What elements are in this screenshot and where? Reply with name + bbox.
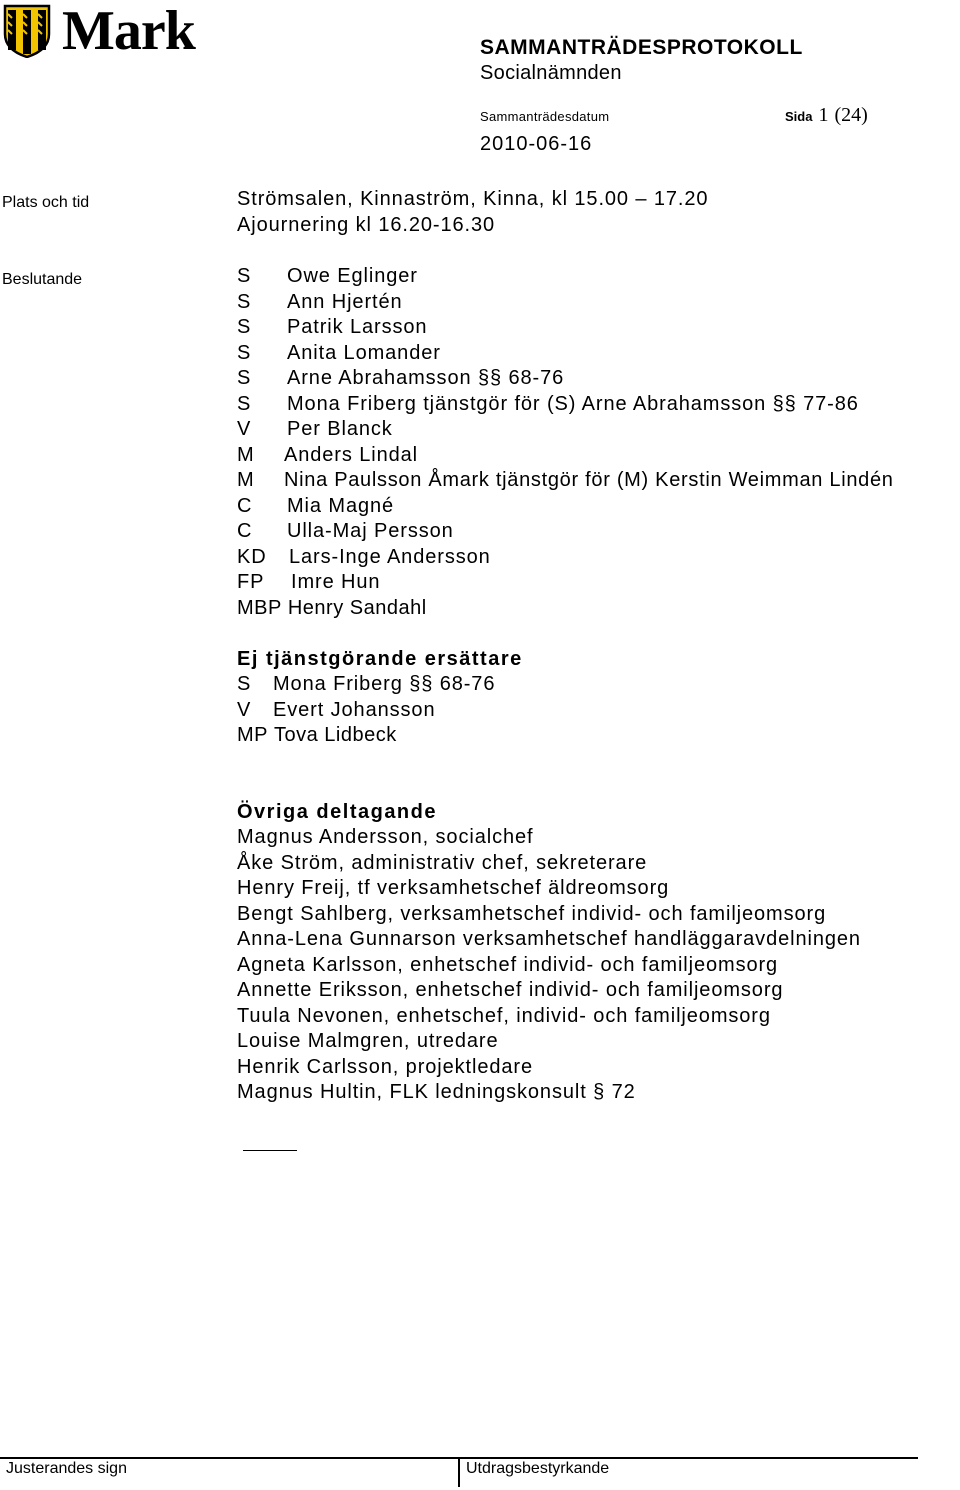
party-code: MBP xyxy=(237,596,282,619)
member-row xyxy=(237,417,894,443)
member-row xyxy=(237,341,894,367)
participant-line: Tuula Nevonen, enhetschef, individ- och familjeomsorg xyxy=(237,1004,771,1027)
member-name: Per Blanck xyxy=(287,418,393,440)
participant-line: Magnus Andersson, socialchef xyxy=(237,826,534,848)
member-name: Mona Friberg tjänstgör för (S) Arne Abrahamsson §§ 77-86 xyxy=(287,392,859,415)
participant-line: Agneta Karlsson, enhetschef individ- och familjeomsorg xyxy=(237,953,779,976)
place-line: Strömsalen, Kinnaström, Kinna, kl 15.00 – 17.20 xyxy=(237,188,709,210)
party-code: S xyxy=(237,341,252,364)
meeting-date: 2010-06-16 xyxy=(480,133,593,155)
member-row xyxy=(237,545,894,571)
member-row xyxy=(237,443,894,469)
party-code: S xyxy=(237,392,252,415)
member-row xyxy=(237,468,894,494)
participant-line: Annette Eriksson, enhetschef individ- och familjeomsorg xyxy=(237,979,784,1001)
member-name: Ulla-Maj Persson xyxy=(287,520,454,542)
party-code: MP xyxy=(237,724,268,746)
party-code: C xyxy=(237,494,253,517)
party-code: V xyxy=(237,698,252,721)
member-name: Tova Lidbeck xyxy=(274,724,397,746)
party-code: C xyxy=(237,520,253,542)
member-row xyxy=(237,494,894,520)
footer-signature-label: Justerandes sign xyxy=(6,1460,127,1477)
member-name: Mona Friberg §§ 68-76 xyxy=(273,673,496,695)
member-name: Lars-Inge Andersson xyxy=(289,545,491,568)
party-code: S xyxy=(237,265,252,287)
member-row xyxy=(237,519,894,545)
member-row xyxy=(237,392,894,418)
member-name: Nina Paulsson Åmark tjänstgör för (M) Kerstin Weimman Lindén xyxy=(284,469,894,491)
participant-line: Henrik Carlsson, projektledare xyxy=(237,1055,534,1078)
participant-line: Åke Ström, administrativ chef, sekreterare xyxy=(237,851,648,874)
participant-line: Bengt Sahlberg, verksamhetschef individ- och familjeomsorg xyxy=(237,902,827,925)
party-code: S xyxy=(237,673,252,695)
party-code: S xyxy=(237,316,252,338)
member-name: Anders Lindal xyxy=(284,443,419,466)
substitute-row xyxy=(237,672,894,698)
place-line: Ajournering kl 16.20-16.30 xyxy=(237,213,495,236)
page-indicator xyxy=(785,104,868,127)
participant-line: Louise Malmgren, utredare xyxy=(237,1030,499,1052)
document-title: SAMMANTRÄDESPROTOKOLL xyxy=(480,36,803,59)
decision-makers-label: Beslutande xyxy=(2,271,83,288)
party-code: S xyxy=(237,290,252,313)
member-row xyxy=(237,596,894,622)
member-row xyxy=(237,290,894,316)
member-row xyxy=(237,570,894,596)
party-code: V xyxy=(237,418,252,440)
party-code: M xyxy=(237,469,255,491)
member-name: Henry Sandahl xyxy=(287,596,427,619)
substitutes-heading: Ej tjänstgörande ersättare xyxy=(237,647,523,670)
party-code: M xyxy=(237,443,255,466)
member-name: Mia Magné xyxy=(287,494,395,517)
member-name: Evert Johansson xyxy=(273,698,436,721)
meeting-date-label: Sammanträdesdatum xyxy=(480,109,610,124)
member-name: Patrik Larsson xyxy=(287,316,428,338)
end-dash-divider xyxy=(243,1150,297,1151)
member-row xyxy=(237,264,894,290)
place-block xyxy=(237,187,708,238)
municipality-logo xyxy=(2,2,222,60)
member-name: Arne Abrahamsson §§ 68-76 xyxy=(287,367,565,389)
coat-of-arms-icon xyxy=(2,4,52,58)
party-code: KD xyxy=(237,545,267,568)
decision-makers-list xyxy=(237,264,894,1106)
substitute-row xyxy=(237,698,894,724)
participant-line: Magnus Hultin, FLK ledningskonsult § 72 xyxy=(237,1081,636,1103)
others-heading: Övriga deltagande xyxy=(237,800,437,823)
party-code: S xyxy=(237,367,252,389)
footer-divider xyxy=(458,1457,460,1487)
footer-extract-label: Utdragsbestyrkande xyxy=(466,1460,610,1477)
member-name: Owe Eglinger xyxy=(287,265,418,287)
substitute-row xyxy=(237,723,894,749)
committee-name: Socialnämnden xyxy=(480,62,622,84)
page-number: 1 xyxy=(818,104,829,126)
member-row xyxy=(237,366,894,392)
page-total: (24) xyxy=(834,104,868,126)
participant-line: Henry Freij, tf verksamhetschef äldreomsorg xyxy=(237,877,670,899)
member-name: Ann Hjertén xyxy=(287,290,403,313)
party-code: FP xyxy=(237,571,265,593)
member-row xyxy=(237,315,894,341)
place-label: Plats och tid xyxy=(2,194,90,211)
participant-line: Anna-Lena Gunnarson verksamhetschef handläggaravdelningen xyxy=(237,928,861,950)
member-name: Anita Lomander xyxy=(287,341,441,364)
page-label: Sida xyxy=(785,109,813,124)
logo-wordmark: Mark xyxy=(62,0,195,62)
member-name: Imre Hun xyxy=(291,571,381,593)
